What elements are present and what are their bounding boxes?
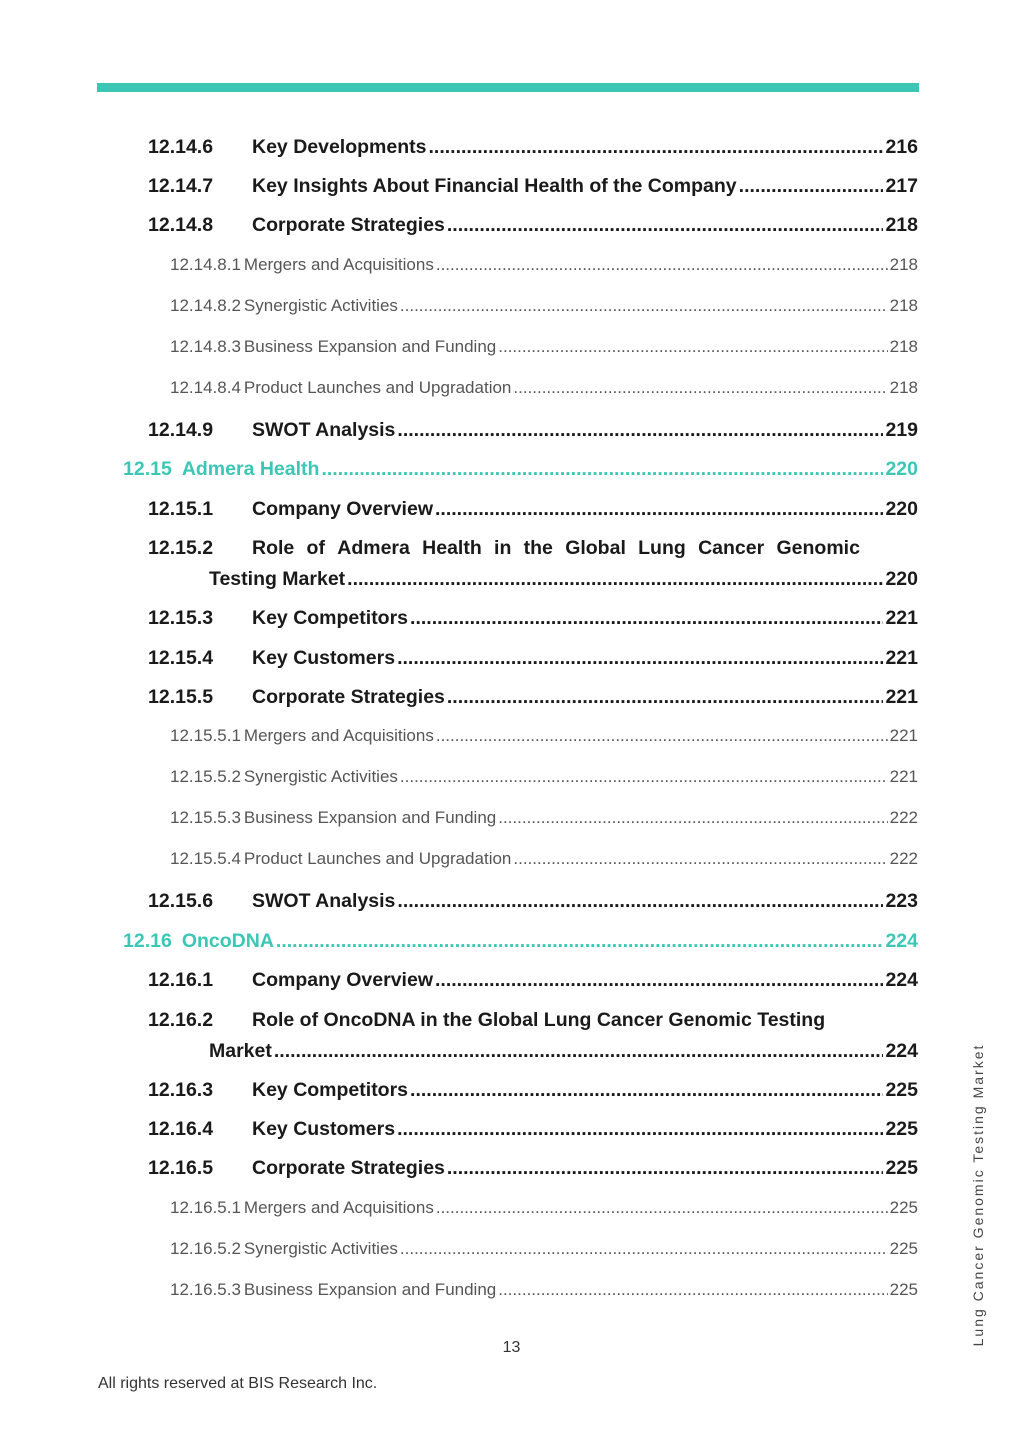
leader-dots (498, 808, 887, 828)
entry-page: 220 (885, 568, 918, 590)
toc-entry-12-15-5[interactable] (148, 686, 918, 709)
entry-title: Key Customers (252, 1118, 396, 1140)
entry-page: 225 (889, 1239, 918, 1258)
toc-section-12-15[interactable] (123, 458, 918, 481)
entry-page: 220 (885, 498, 918, 520)
entry-number: 12.16.5 (148, 1157, 214, 1179)
title-word: Global (565, 537, 626, 559)
entry-title-line1: Role of OncoDNA in the Global Lung Cancer Genomic Testing (252, 1009, 826, 1031)
title-word: Cancer (698, 537, 765, 559)
entry-number: 12.16.2 (148, 1009, 214, 1031)
toc-entry-12-15-5-1[interactable] (170, 726, 918, 746)
entry-number: 12.14.8.1 (170, 255, 241, 274)
section-page: 224 (885, 930, 918, 952)
toc-entry-12-15-5-4[interactable] (170, 849, 918, 869)
entry-page: 222 (889, 808, 918, 827)
entry-number: 12.15.5.1 (170, 726, 241, 745)
entry-page: 224 (885, 1040, 918, 1062)
section-title: Admera Health (181, 458, 320, 480)
title-word: Admera (337, 537, 410, 559)
entry-page: 222 (889, 849, 918, 868)
toc-entry-12-14-8-3[interactable] (170, 337, 918, 357)
toc-entry-12-16-3[interactable] (148, 1079, 918, 1102)
entry-number: 12.16.5.3 (170, 1280, 241, 1299)
toc-entry-12-14-6[interactable] (148, 136, 918, 159)
entry-page: 219 (885, 419, 918, 441)
title-word: Lung (638, 537, 686, 559)
entry-number: 12.15.4 (148, 647, 214, 669)
leader-dots (347, 568, 883, 591)
entry-title: Key Developments (252, 136, 427, 158)
leader-dots (410, 607, 883, 630)
toc-entry-12-15-5-3[interactable] (170, 808, 918, 828)
leader-dots (739, 175, 884, 198)
leader-dots (397, 890, 883, 913)
toc-entry-12-14-8-2[interactable] (170, 296, 918, 316)
leader-dots (321, 458, 883, 481)
entry-title: Key Competitors (252, 1079, 409, 1101)
entry-title: Key Competitors (252, 607, 409, 629)
leader-dots (400, 767, 888, 787)
entry-title: Synergistic Activities (243, 767, 398, 786)
section-title: OncoDNA (181, 930, 274, 952)
toc-section-12-16[interactable] (123, 930, 918, 953)
toc-entry-12-16-2-line1[interactable] (148, 1009, 860, 1032)
leader-dots (447, 1157, 884, 1180)
section-number: 12.15 (123, 458, 172, 480)
leader-dots (400, 1239, 888, 1259)
entry-number: 12.15.5.4 (170, 849, 241, 868)
entry-number: 12.14.7 (148, 175, 214, 197)
toc-entry-12-15-4[interactable] (148, 647, 918, 670)
entry-number: 12.14.8.4 (170, 378, 241, 397)
leader-dots (276, 930, 884, 953)
toc-entry-12-14-8[interactable] (148, 214, 918, 237)
entry-page: 218 (889, 378, 918, 397)
entry-number: 12.15.3 (148, 607, 214, 629)
entry-number: 12.14.8.2 (170, 296, 241, 315)
entry-page: 218 (889, 255, 918, 274)
entry-title: Business Expansion and Funding (243, 1280, 497, 1299)
toc-entry-12-15-2-line2[interactable] (209, 568, 918, 591)
entry-title: Corporate Strategies (252, 686, 445, 708)
leader-dots (498, 337, 887, 357)
leader-dots (397, 1118, 883, 1141)
entry-title: Mergers and Acquisitions (243, 1198, 434, 1217)
entry-title: Mergers and Acquisitions (243, 255, 434, 274)
title-word: Role (252, 537, 295, 559)
entry-title: Corporate Strategies (252, 214, 445, 236)
entry-page: 221 (889, 767, 918, 786)
leader-dots (513, 378, 887, 398)
entry-page: 221 (885, 647, 918, 669)
toc-entry-12-14-8-4[interactable] (170, 378, 918, 398)
leader-dots (410, 1079, 883, 1102)
entry-page: 218 (889, 296, 918, 315)
entry-title: Product Launches and Upgradation (243, 849, 512, 868)
header-accent-bar (97, 83, 919, 92)
entry-title: Synergistic Activities (243, 1239, 398, 1258)
entry-title: Corporate Strategies (252, 1157, 445, 1179)
entry-number: 12.16.5.1 (170, 1198, 241, 1217)
title-word: Health (422, 537, 482, 559)
entry-title: Key Customers (252, 647, 396, 669)
entry-title: SWOT Analysis (252, 419, 396, 441)
section-page: 220 (885, 458, 918, 480)
entry-page: 225 (885, 1079, 918, 1101)
toc-entry-12-15-1[interactable] (148, 498, 918, 521)
toc-entry-12-16-5[interactable] (148, 1157, 918, 1180)
entry-page: 218 (889, 337, 918, 356)
entry-number: 12.16.5.2 (170, 1239, 241, 1258)
leader-dots (436, 255, 888, 275)
entry-title-line2: Market (209, 1040, 272, 1062)
entry-title: SWOT Analysis (252, 890, 396, 912)
toc-entry-12-15-2-line1[interactable] (148, 537, 860, 560)
leader-dots (447, 214, 884, 237)
entry-title-line1 (252, 537, 860, 560)
entry-page: 225 (889, 1280, 918, 1299)
entry-page: 216 (885, 136, 918, 158)
entry-page: 225 (885, 1157, 918, 1179)
entry-title-line2: Testing Market (209, 568, 346, 590)
side-report-title: Lung Cancer Genomic Testing Market (970, 1043, 986, 1347)
entry-page: 221 (885, 607, 918, 629)
leader-dots (513, 849, 887, 869)
leader-dots (435, 969, 883, 992)
leader-dots (498, 1280, 887, 1300)
entry-page: 223 (885, 890, 918, 912)
footer-copyright: All rights reserved at BIS Research Inc. (98, 1375, 378, 1392)
entry-number: 12.15.5.3 (170, 808, 241, 827)
leader-dots (397, 419, 883, 442)
entry-number: 12.14.8.3 (170, 337, 241, 356)
leader-dots (400, 296, 888, 316)
section-number: 12.16 (123, 930, 172, 952)
leader-dots (436, 726, 888, 746)
entry-number: 12.16.1 (148, 969, 214, 991)
toc-entry-12-16-2-line2[interactable] (209, 1040, 918, 1063)
leader-dots (274, 1040, 884, 1063)
entry-number: 12.14.6 (148, 136, 214, 158)
entry-number: 12.15.5.2 (170, 767, 241, 786)
entry-number: 12.15.5 (148, 686, 214, 708)
entry-number: 12.15.2 (148, 537, 214, 559)
entry-title: Business Expansion and Funding (243, 337, 497, 356)
title-word: Genomic (776, 537, 860, 559)
entry-page: 224 (885, 969, 918, 991)
entry-page: 221 (885, 686, 918, 708)
entry-title: Product Launches and Upgradation (243, 378, 512, 397)
entry-page: 225 (889, 1198, 918, 1217)
entry-title: Business Expansion and Funding (243, 808, 497, 827)
entry-page: 218 (885, 214, 918, 236)
toc-entry-12-14-7[interactable] (148, 175, 918, 198)
toc-entry-12-16-5-3[interactable] (170, 1280, 918, 1300)
leader-dots (428, 136, 883, 159)
leader-dots (397, 647, 883, 670)
entry-page: 225 (885, 1118, 918, 1140)
leader-dots (447, 686, 884, 709)
toc-entry-12-16-4[interactable] (148, 1118, 918, 1141)
leader-dots (436, 1198, 888, 1218)
toc-entry-12-14-9[interactable] (148, 419, 918, 442)
toc-entry-12-14-8-1[interactable] (170, 255, 918, 275)
entry-number: 12.15.6 (148, 890, 214, 912)
entry-title: Company Overview (252, 969, 433, 991)
entry-title: Company Overview (252, 498, 433, 520)
entry-title: Key Insights About Financial Health of the Company (252, 175, 737, 197)
entry-number: 12.15.1 (148, 498, 214, 520)
entry-number: 12.16.4 (148, 1118, 214, 1140)
toc-entry-12-15-3[interactable] (148, 607, 918, 630)
toc-entry-12-15-6[interactable] (148, 890, 918, 913)
toc-entry-12-15-5-2[interactable] (170, 767, 918, 787)
entry-number: 12.16.3 (148, 1079, 214, 1101)
entry-page: 221 (889, 726, 918, 745)
toc-entry-12-16-1[interactable] (148, 969, 918, 992)
entry-number: 12.14.8 (148, 214, 214, 236)
leader-dots (435, 498, 883, 521)
title-word: the (523, 537, 553, 559)
entry-title: Mergers and Acquisitions (243, 726, 434, 745)
page-number: 13 (502, 1339, 521, 1356)
entry-title: Synergistic Activities (243, 296, 398, 315)
title-word: in (494, 537, 512, 559)
title-word: of (306, 537, 325, 559)
entry-number: 12.14.9 (148, 419, 214, 441)
toc-entry-12-16-5-2[interactable] (170, 1239, 918, 1259)
toc-entry-12-16-5-1[interactable] (170, 1198, 918, 1218)
entry-page: 217 (885, 175, 918, 197)
